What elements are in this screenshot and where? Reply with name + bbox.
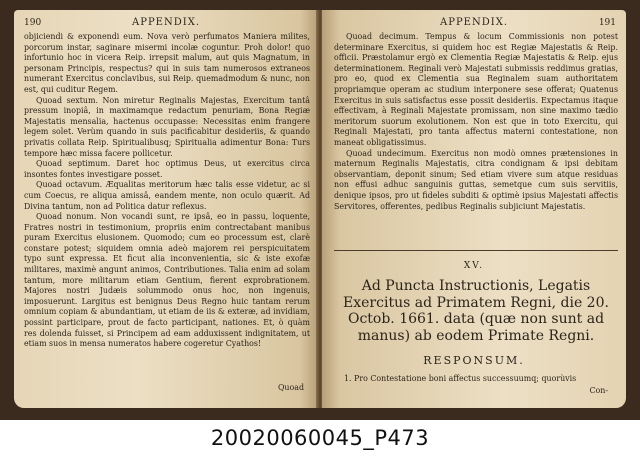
section-title: Ad Puncta Instructionis, Legatis Exercitus ad Primatem Regni, die 20. Octob. 1661. data (quæ non sunt ad manus) ab eodem Primate Regni. — [343, 278, 609, 344]
left-paragraph-5: Quoad nonum. Non vocandi sunt, re ipsâ, eo in passu, loquente, Fratres nostri in testimonium, propriis enim contrectabant manibus puram Exercitus elusionem. Quomodo; cum eo processum est, clarè constare potest; siquidem omnia adeò majorem rei perspicuitatem typo sunt expressa. Et ficut alia inconvenientia, sic & iste exofæ militares, maximè angunt animos, Contributiones. Talia enim ad solam tantum, more militarum etiam Gentium, fierent exprobrationem. Majores nostri Judæis solummodo onus hoc, non ingenuis, imposuerunt. Largitus est benignus Deus Regno huic tantam rerum omnium copiam & abundantiam, ut etiam de iis & exteræ, ad invidiam, possint participare, prout de facto participant, nationes. Et, ò quàm res dolenda fuisset, si Principem ad eam adduxissent indignitatem, ut etiam suos in mensa numeratos habere cogeretur Cyathos! — [24, 212, 310, 349]
left-catchword: Quoad — [277, 383, 304, 392]
right-catchword: Con- — [589, 386, 608, 395]
left-paragraph-3: Quoad septimum. Daret hoc optimus Deus, ut exercitus circa insontes fontes investigare posset. — [24, 159, 310, 179]
left-running-header: APPENDIX. — [132, 17, 200, 28]
left-paragraph-1: objiciendi & exponendi eum. Nova verò perfumatos Maniera milites, porcorum instar, saginare misermi incolæ coguntur. Proh dolor! quo infortunio hoc in vicera Reip. irrepsit malum, aut quis Magnatum, in personam Principis, respectus? qui in suis tam numerosos extraneos numerant Exercitus conclavibus, sui Reip. quemadmodum & nunc, non est, qui cuditur Regem. — [24, 32, 310, 94]
left-text-block — [24, 32, 310, 350]
section-number: XV. — [463, 261, 485, 271]
right-text-block — [334, 32, 618, 212]
right-last-line: 1. Pro Contestatione boni affectus successuumq; quorùvis — [344, 374, 577, 383]
left-paragraph-4: Quoad octavum. Æqualitas meritorum hæc talis esse videtur, ac si cum Coecus, re aliqua amissâ, eandem mente, non oculo quærit. Ad Divina tantum, non ad Politica datur reflexus. — [24, 180, 310, 211]
section-divider — [334, 250, 618, 251]
responsum-heading: RESPONSUM. — [423, 354, 525, 367]
right-running-header: APPENDIX. — [440, 17, 508, 28]
left-page-number: 190 — [24, 18, 42, 28]
right-page-number: 191 — [598, 18, 616, 28]
right-page — [322, 10, 626, 408]
image-caption: 20020060045_P473 — [210, 426, 430, 450]
right-paragraph-2: Quoad undecimum. Exercitus non modò omnes prætensiones in maternum Reginalis Majestatis, citra condignam & ipsi debitam observantiam, deponit sinum; Sed etiam vivere sum atque residuas non effusi adhuc sanguinis guttas, semetque cum suis servitiis, denique ipsos, pro ut fideles subditi & optimè ipsius Majestati affectis Servitores, offerentes, pedibus Reginalis subjiciunt Majestatis. — [334, 148, 618, 211]
left-paragraph-2: Quoad sextum. Non miretur Reginalis Majestas, Exercitum tantâ pressum inopiâ, in maximamque redactum penuriam, Bona Regiæ Majestatis mensalia, hactenus occupasse: Necessitas enim frangere legem solet. Verùm quando in suis pacificabitur desideriis, & quando privatis collata Reip. Spiritualibusq; Spiritualia adimentur Bona: Turs tempore hæc missa facere pollicetur. — [24, 95, 310, 158]
right-paragraph-1: Quoad decimum. Tempus & locum Commissionis non potest determinare Exercitus, si quidem hoc est Regiæ Majestatis & Reip. officii. Præstolamur ergò ex Clementia Regiæ Majestatis & Reip. ejus determinationem. Reginali verò Majestati submissis reddimus gratias, pro eo, quod ex Clementia sua Reginalem suam authoritatem propriamque operam ac studium interponere sese offerat; Quatenus Exercitus in suis satisfactus esse possit desideriis. Expectamus itaque effectivam, à Reginali Majestate promissam, non sine maximo tædio meritorum suorum exolutionem. Non est que in toto Exercitu, qui Reginali Majestati, pro tanta affectus materni contestatione, non maneat obligatissimus. — [334, 32, 618, 147]
left-page — [14, 10, 318, 408]
